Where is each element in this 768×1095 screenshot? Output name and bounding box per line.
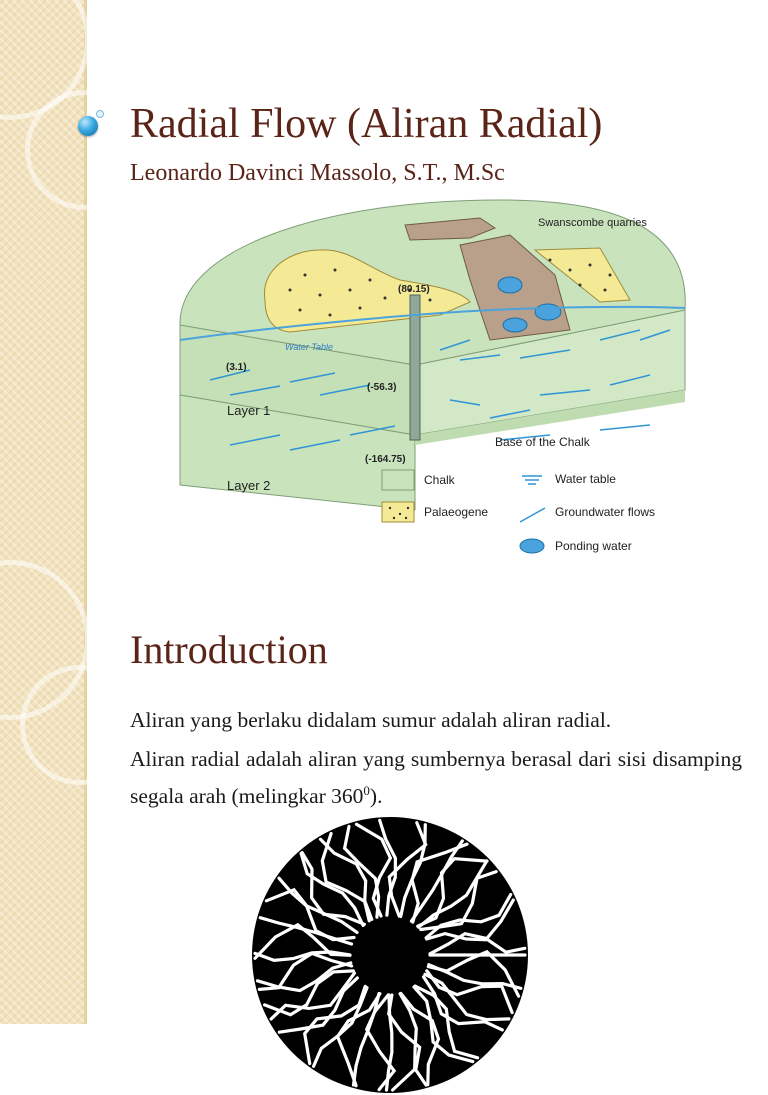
legend-chalk-swatch [382,470,414,490]
well-shaft [410,295,420,440]
section-heading: Introduction [130,627,328,672]
paragraph-2 [130,743,742,812]
legend-palaeogene: Palaeogene [424,505,489,519]
bullet-small-icon [96,110,104,118]
label-water-table: Water Table [285,342,334,352]
legend-ponding-swatch [520,539,544,553]
legend-ponding: Ponding water [555,539,632,553]
legend-chalk: Chalk [424,473,455,487]
radial-flow-illustration [250,815,530,1095]
label-base: Base of the Chalk [495,435,590,449]
paragraph-1: Aliran yang berlaku didalam sumur adalah aliran radial. [130,708,612,732]
label-quarries: Swanscombe quarries [538,217,647,229]
legend-water-table: Water table [555,472,616,486]
paragraph-2-end: ). [369,784,383,809]
ponding-water [503,318,527,332]
paragraph-2-text: Aliran radial adalah aliran yang sumbernya berasal dari sisi disamping segala arah (melingkar 360 [130,747,742,809]
label-elevation-top: (80.15) [398,284,430,295]
label-layer1: Layer 1 [227,403,271,418]
ponding-water [535,304,561,320]
ponding-water [498,277,522,293]
legend-groundwater: Groundwater flows [555,505,656,519]
label-layer2: Layer 2 [227,478,271,493]
label-elev-water: (3.1) [226,362,247,373]
decorative-circle [25,90,145,210]
paragraph-2-superscript: 0 [363,783,370,798]
bullet-sphere-icon [78,116,98,136]
decorative-circle [20,665,140,785]
label-elev-layer2: (-164.75) [365,454,406,465]
label-elev-layer1: (-56.3) [367,382,397,393]
radial-flow-diagram [170,190,700,570]
legend-flow-arrow [520,508,545,522]
slide-title: Radial Flow (Aliran Radial) [130,101,603,147]
slide-author: Leonardo Davinci Massolo, S.T., M.Sc [130,160,505,186]
legend-palaeogene-swatch [382,502,414,522]
